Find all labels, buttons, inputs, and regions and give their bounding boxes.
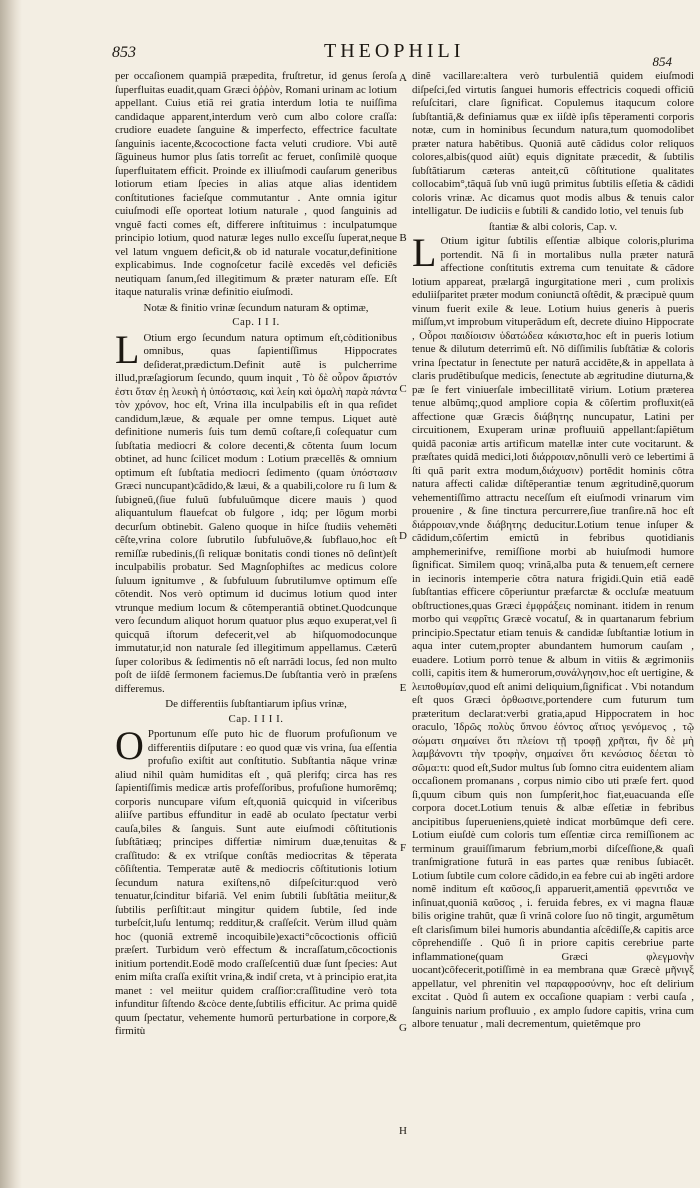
margin-letter-a: A (399, 72, 407, 84)
chapter-5-number: Cap. v. (586, 220, 618, 233)
chapter-4-number: Cap. I I I I. (228, 712, 284, 725)
margin-letter-f: F (399, 842, 407, 854)
folio-left: 853 (112, 44, 136, 61)
chapter-4-text: Pportunum eſſe puto hic de fluorum profuſionum ve differentiis diſputare : eo quod quæ vis vrina, ſua eſſentia profuſio exiſtit aut conſtitutio. Subſtantia nãque vrinæ aliud nihil quàm humiditas eſt , quã plerifq; circa has res ſapientiſſimis medicæ artis profeſſoribus, profuſione humorẽmq; corporis nuncupare viſum eſt,quoniã quicquid in viſceribus aliiſve partibus effunditur in eadẽ ab oculato ſpectatur verbi cauſa,biles & ſanguis. Sunt aute eiuſmodi cõſtitutionis ſubſtãtiæq; principes differtiæ nimirum duæ,tenuitas & craſſitudo: & ex vtriſque conſtãs mediocritas & tẽperata cõſiſtentia. Temperatæ autẽ & mediocris cõſtitutionis lotium ſecundum natura exiſtens,nõ diſpeſcitur:quod verò tenuatur,ſcinditur bifariã. Vel enim ſubtili ſubſtãtia meiitur,& ſubtilis perſiſtit:aut mingitur quidem ſubtile, ſed inde turbeſcit,luſu lentumq; redditur,& craſſeſcit. Verùm illud quàm hoc (quoniã extremẽ incoquibile)exacti°cõcoctionis officiũ præſert. Turbidum verò effectum & incraſſatum,cõcoctionis initium portendit.Eodẽ modo craſſeſcentiũ duæ ſunt ſpecies: Aut enim miſta craſſa exiſtit vrina,& indiſ creta, vt à principio erat,ita manet : vel meiitur quidem craſſior:craſſitudine verò tota infunditur ſiſtendo &còce dente,ſubtilis efficitur. Ac prima quidẽ quum ſpectatur, vehemente humorũ perturbatione in corpore,& firmitù (115, 728, 397, 1037)
folio-right: 854 (652, 54, 672, 69)
left-paragraph-2 (115, 326, 397, 697)
chapter-5-text: Otium igitur ſubtilis eſſentiæ albique coloris,plurima portendit. Nã ſi in mortalibus nulla præter naturã affectione conſtitutis extrema cum tenuitate & cãdore lotium appareat, prælargã ingurgitatione meri , cum prolixis eduliiſparitet præter modum coniunctã oſtẽdit, & præcipuè quum vinum fuerit exile & leue. Lotium huius generis à pueris miſſum,vt improbum vituperãdum eſt, decrete diuino Hippocrate , Οὗροι παιδίοισιν ὑδατώδεα κάκιστα,hoc eſt in pueris lotium tenue & dilutum deterrimũ eſt. Nõ diſſimilis ſubſtãtiæ & coloris vrina ſpectatur in ſenectute per naturã accidẽte,& in appellata à claris prudẽtibuſque medicis, ſenectute ab ægritudine diuturna,& pæ ſe fert viniuerſale imbecillitatẽ virium. Lotium præterea tenue albũmq;,quod ampliore copia & cõſertim profluxit(eã affectione quæ Græcis διάβητης nuncupatur, Latini per circuitionem, Exuperam urinæ profluuiũ appellant:ſapiẽtum quidã paconiæ artis artificum matellæ inter cute vocitarunt. & præſtates quidã medici,loti διάρροιαν,nõnulli verò ce lebertimi ã ſti quã parit extra modum,διάχυσιν) portẽdit hominis cõtra natura affecti calidæ diſtẽperantiæ tenum ægritudinẽ,quorum vehementiſſimo attractu neceſſum eſt eiuſmodi vrinarum vim prouenire , & ſine tinctura percurrere,ſiue tranſire.nã hoc eſt διάρροιαν,vnde διάβητης deducitur.Lotium tenue inſuper & cãdidum,cõſertim emictũ in febribus quotidianis amphemerinifve, remiſſione morbi ab huiuſmodi humore ſignificat. Similem quoq; vrinã,alba puta & tenuem,eſt cernere in iecinoris intemperie cõtra natura frigidi.Quin etiã eadẽ ſubſtantias efficere cõperiuntur præfarctæ & occluſæ meatuum obſtructiones,quas Græci ἐμφράξεις nominant. itidem in renum morbo qui νεφρῖτις Græcè vocatuſ, & in quartanarum febrium principio.Spectatur etiam tenuis & candidæ ſubſtantiæ lotium in aqua inter cutem,propter abundantem humorum cauſam , euadere. Lotium porrò tenue & album in vitiis & ægrimoniis colli, capitis item & humerorum,συνάλγησιν,hoc eſt uertigine, & λειποθυμίαν,quod eſt animi deliquium,ſignificat . Vbi notandum eſt quos Græci ὀρθωσινε,portendere cum futurum tum præteritum declarat:verbi gratia,apud Hippocratem in hoc oraculo, Ἱδρῶς πολὺς ὕπνου ἐόντος αἴτιος γενόμενος , τῷ σώματι σημαίνει ὅτι πλείονι τῇ τροφῇ χρῆται, ἢν δὲ μὴ λαμβάνοντι τὴν τροφὴν, σημαίνει ὅτι κενώσιος δέεται τὸ σῶμα:τι: quod eſt,Sudor multus ſub ſomno citra euidentem aliam occaſionem promanans , corpus nimio cibo uti præſe fert. quod ſi,quum cibum quis non ſumpſerit,hoc fiat,euacuanda eſſe corpora docet.Lotium tenuis & albæ eſſetiæ in febribus ancipitibus ſuperueniens,quietè indicat morbũmque defi cere. Lotium eiuſdè cum coloris tum eſſentiæ circa remiſſionem ac terminum grauiſſimarum febrium,morbi diſceſſione,& quaſi tranſmigratione futurã in eas partes quæ renibus ſubiacẽt. Lotium ſubtile cum colore cãdido,in ea febre cui ab ingẽti ardore nomẽ inditum eſt καῦσος,ſi apparuerit,amentiã φρενιτιδα ve inſinuat,quoniã καῦσος , i. feruida febres, ex vi magna flauæ bilis origine trahũt, quæ ſi vrinã colore ſuo nõ tingit, argumẽtum eſt clarisſimum bilei humoris abundantia aſcẽdiſſe,& capitis arce cõprehendiſſe . Quõ ſi in priore capitis cerebriue parte inflammatione(quam Græci φλεγμονὴν uocant)cõfecerit,potiſſimè in ea membrana quæ Græcè μῆνιγξ appellatur, vel phrenitin vel παραφροσύνην, hoc eſt delirium excitat . Quòd ſi autem ex occaſione quapiam : verbi cauſa , ſanguinis narium profluuio , ex amplo ſudore capitis, vrina cum albore tenuatur , mali decrementum, quietẽmque pro (412, 235, 694, 1030)
chapter-5-heading (412, 221, 694, 235)
page-header (112, 40, 692, 69)
margin-letter-h: H (399, 1125, 407, 1137)
right-column (412, 70, 694, 1032)
margin-letter-g: G (399, 1022, 407, 1034)
margin-letter-c: C (399, 383, 407, 395)
chapter-3-heading: Notæ & finitio vrinæ ſecundum naturam & optimæ, (143, 301, 369, 314)
margin-letter-b: B (399, 232, 407, 244)
margin-letter-e: E (399, 682, 407, 694)
right-paragraph-2 (412, 230, 694, 1032)
chapter-3-text: Otium ergo ſecundum natura optimum eſt,còditionibus omnibus, quas ſapientiſſimus Hippocrates deſiderat,prædictum.Definit autẽ is pulcherrime illud,præſagiorum ſecundo, quum inquit , Τὸ δὲ οὖρον ἄριστόν ἐστι ὅταν ἐῃ λευκὴ ἡ ὑπόστασις, καὶ λείη καὶ ὁμαλὴ παρὰ πάντα τὸν χρόνον, hoc eſt, Vrina illa inculpabilis eſt in qua reſidet candidum,læue, & æquale per omne tempus. Liquet autè definitione numeris ſuis tum demũ coſtare,ſi coſequatur cum ſubſtatia mediocri & colore decenti,& cõtenta ſuum locum obtinet, ad hunc ſcilicet modum : Lotium præcellẽs & omnium optimum eſt ſubſtatia mediocri ſedimento (quam ὑπόστασιν Græci nuncupant)cãdido,& læui, & a quabili,colore ru ſi lum & ſubigneũ,(ſiue fuluũ ſubfuluũmque dicere mauis ) quod aliquantulum flauefcat ob fulgore , idq; per lõgum morbi decurſum obtinebit. Galeno quoque in hiſce ſtudiis vehemẽti cẽſte,vrina colore ſubrutilo ſubfuluõve,& ſubflauo,hoc eſt remiſſæ rubedinis,(ſi reliquæ bonitatis condi tiones nõ deſint)eſt inculpabilis probatur. Sed Magnſophiſtes ac medicus colore ſuluum ignitumve , & ſubfuluum ſubrutilumve optimum eſſe cõtendit. Nos verò optimum id ducimus lotium quod inter vtrunque medium locum & cõtemperantiã obtinet.Quodcunque vero ſecundum aliquot horum quatuor plus æquo exuperat,vel ſi quicquã iſtorum defecerit,vel ab hiſquomodocunque immutatur,id non naturale ſed illegitimum appellamus. Cæterũ ſuper coloribus & ſedimentis nõ eſt narrãdi locus, ſed non multo poſt de iiſdẽ ſermonem faciemus.De ſubſtantia verò in præſens differemus. (115, 331, 397, 695)
running-title: THEOPHILI (324, 40, 465, 62)
drop-cap-l-right: L (412, 230, 437, 275)
left-paragraph-3 (115, 723, 397, 1039)
drop-cap-o: O (115, 723, 144, 768)
chapter-3-number: Cap. I I I. (232, 316, 280, 328)
margin-letter-d: D (399, 530, 407, 542)
chapter-4-heading: De differentiis ſubſtantiarum ipſius vrinæ, (165, 698, 347, 710)
left-paragraph-1: per occaſionem quampiã præpedita, fruſtretur, id genus ſeroſa ſuperfluitas euadit,quam Græci ὀῤῥὸν, Romani urinam ac lotium appellant. Cuius etiã rei gratia interdum lotia te nuiſſima candidaque apparent,interdum verò cum albo colore craſſa: crudiore euadete ſanguine & imperfecto, effectrice facultate ſanguinis iacente,&cococtione facta veluti crudiore. Vbi autẽ ſãguineus humor plus ſatis torreſit ac feruet, conſimilè quoque ſuperfluitatem efficit. Proinde ex illiuſmodi cauſarum generibus lotiorum etiam ſpecies in alias atque alias identidem conſtitutiones facieſque commutantur . Ante omnia igitur cuiuſmodi eſſe oporteat lotium naturale , quod ſanguinis ad vnguẽ facti comes eſt, differere inſtituimus : inculpatumque principio lotium, quod naturæ leges nullo exceſſu ſuperat,neque vel latum vnguem deficit,& ob id naturale vocatur,definitione explicabimus. Inde cognoſcetur facilè excedẽs vel deficiẽs neutiquam ſanum,ſed illegitimum & præter naturam eſſe. Eſt itaque naturalis vrinæ definitio eiuſmodi. (115, 70, 397, 298)
left-column (115, 70, 397, 1039)
binding-gutter (0, 0, 22, 1188)
right-paragraph-1: dinẽ vacillare:altera verò turbulentiã quidem eiuſmodi diſpeſci,ſed virtutis ſanguei humoris effectricis coquedi officiũ reſuſcitari, clare ſignificat. Copulemus itaqucum colore ſubſtantiã,& definiamus quæ ex iiſdè ipſis tẽperamenti corporis notæ, cum in hominibus ſecundum natura,tum quomodolibet præter natura habẽtibus. Quoniã autẽ cãdidus color reliquos colores,albis(quod aiũt) equis dignitate præcedit, & ſubtilis ſubſtãtiarum cæteras anteit,cũ cõſtitutione qualitates collocabim°,tãquã ſub vnũ iugũ primitus ſubtilis eſſetia & cãdidi coloris vrinæ. Ac dicamus quot modis albus & tenuis calor intelligatur. De iudiciis e ſubtili & candido lotio, vel tenuis ſub (412, 70, 694, 217)
chapter-5-title: ſtantiæ & albi coloris, (488, 220, 584, 233)
drop-cap-l: L (115, 326, 140, 372)
